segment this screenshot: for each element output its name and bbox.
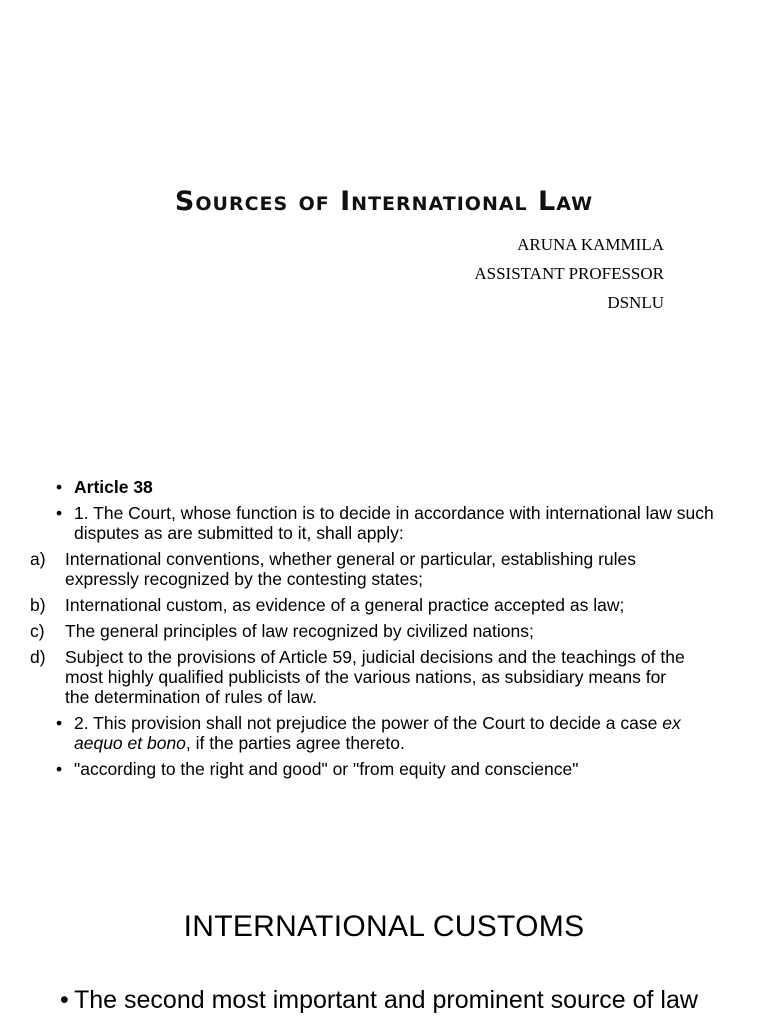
list-item-text: 1. The Court, whose function is to decide in accordance with international law such disputes as are submitted to it, shall apply:: [74, 503, 714, 543]
latin-phrase: ex aequo et bono: [74, 713, 681, 753]
list-item-text-before: 2. This provision shall not prejudice the power of the Court to decide a case: [74, 713, 663, 733]
letter-marker: c): [30, 621, 45, 641]
list-item: [56, 477, 716, 497]
list-item: [30, 595, 690, 615]
author-institution: DSNLU: [607, 293, 664, 312]
title-slide: [0, 0, 768, 350]
bullet-marker: •: [56, 713, 63, 733]
list-item: [60, 984, 754, 1016]
author-block: [474, 230, 664, 317]
list-item-text: International conventions, whether general or particular, establishing rules expressly recognized by the contesting states;: [65, 549, 637, 589]
list-item: [56, 759, 716, 779]
author-position: ASSISTANT PROFESSOR: [474, 264, 664, 283]
list-item: [56, 503, 716, 543]
author-name: ARUNA KAMMILA: [517, 235, 664, 254]
list-item: [30, 621, 690, 641]
article-list: [30, 477, 716, 785]
list-item: [30, 549, 690, 589]
section-heading: INTERNATIONAL CUSTOMS: [183, 910, 585, 943]
list-item-text: International custom, as evidence of a general practice accepted as law;: [65, 595, 625, 615]
slide-title: Sources of International Law: [174, 186, 594, 217]
list-item-text: "according to the right and good" or "from equity and conscience": [74, 759, 579, 779]
bullet-marker: •: [56, 759, 63, 779]
list-item-text-after: , if the parties agree thereto.: [185, 733, 405, 753]
bullet-marker: •: [56, 503, 63, 523]
article-38-slide: [0, 460, 768, 800]
list-item: [30, 647, 690, 707]
list-item: [56, 713, 716, 753]
letter-marker: b): [30, 595, 46, 615]
letter-marker: a): [30, 549, 46, 569]
letter-marker: d): [30, 647, 46, 667]
international-customs-slide: [0, 880, 768, 1024]
bullet-marker: •: [60, 986, 69, 1014]
list-item-text: The general principles of law recognized by civilized nations;: [65, 621, 534, 641]
bullet-marker: •: [56, 477, 63, 497]
article-heading: Article 38: [74, 477, 153, 497]
list-item-text: Subject to the provisions of Article 59, judicial decisions and the teachings of the most highly qualified publicists of the various nations, as subsidiary means for the determination of rules of law.: [65, 647, 685, 707]
list-item-text: The second most important and prominent source of law: [74, 986, 698, 1014]
